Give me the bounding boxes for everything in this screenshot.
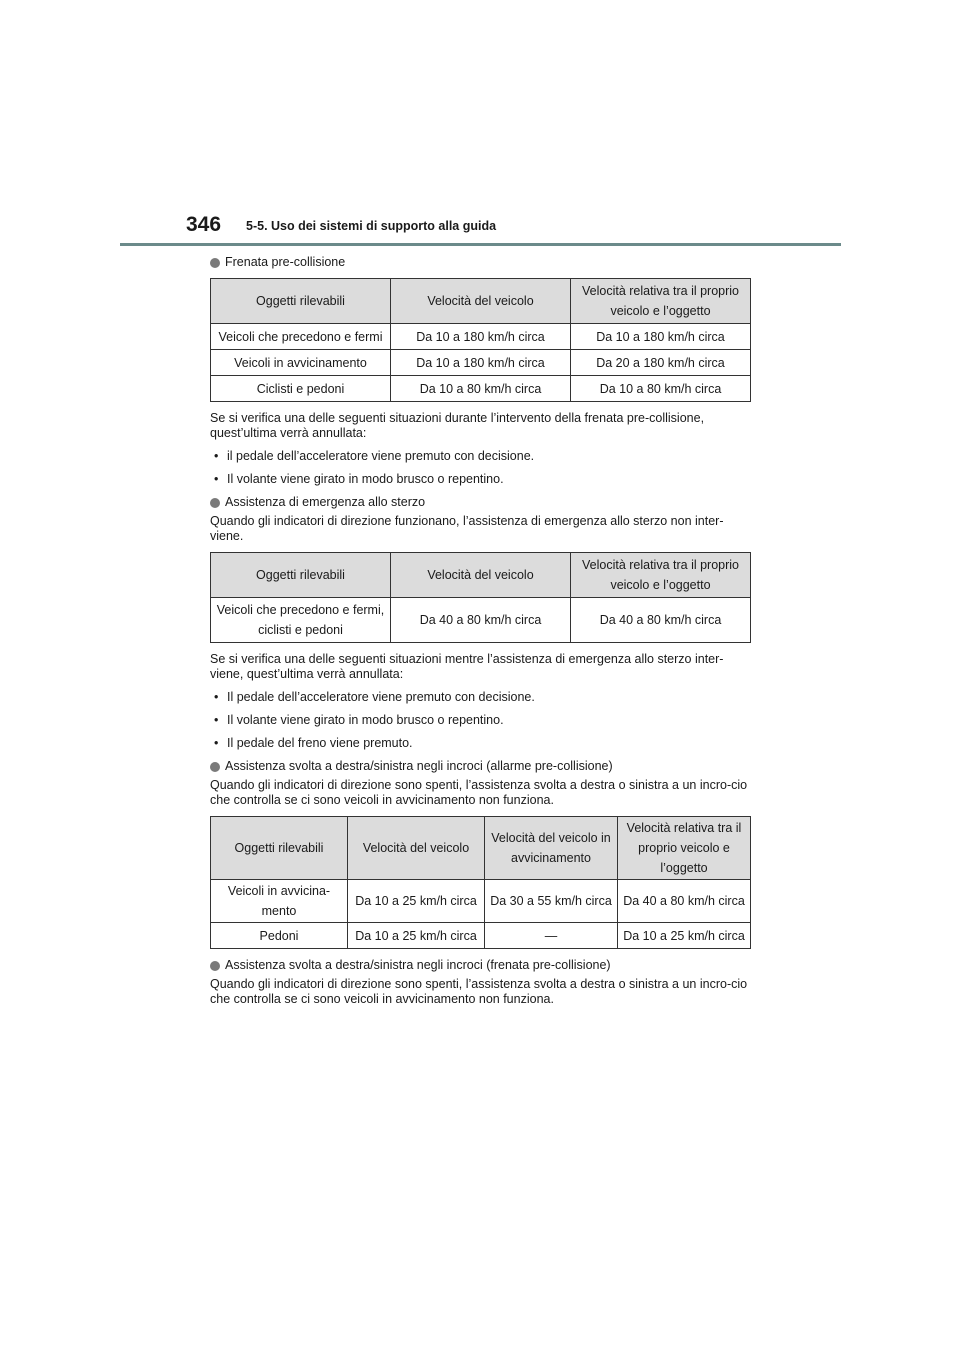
list-item-text: il pedale dell’acceleratore viene premuto con decisione.	[227, 449, 535, 463]
circle-bullet-icon	[210, 258, 220, 268]
page-content	[210, 255, 750, 1007]
table-cell: Da 20 a 180 km/h circa	[571, 350, 751, 376]
section-heading	[210, 495, 750, 510]
table-cell: Da 10 a 180 km/h circa	[571, 324, 751, 350]
table-row	[211, 880, 751, 923]
table-cell: Da 10 a 80 km/h circa	[391, 376, 571, 402]
list-item	[210, 713, 750, 728]
table-cell: Da 30 a 55 km/h circa	[485, 880, 618, 923]
table-header-cell: Velocità del veicolo in avvicinamento	[485, 817, 618, 880]
section-heading	[210, 958, 750, 973]
section-heading-text: Assistenza di emergenza allo sterzo	[225, 495, 426, 509]
table-header-cell: Oggetti rilevabili	[211, 553, 391, 598]
table-header-cell: Velocità relativa tra il proprio veicolo e l’oggetto	[571, 553, 751, 598]
section-heading-text: Assistenza svolta a destra/sinistra negli incroci (allarme pre-collisione)	[225, 759, 613, 773]
paragraph: Se si verifica una delle seguenti situazioni durante l’intervento della frenata pre-collisione, quest’ultima verrà annullata:	[210, 411, 705, 440]
section-heading-text: Frenata pre-collisione	[225, 255, 346, 269]
table-header-row	[211, 817, 751, 880]
list-marker: •	[214, 713, 219, 727]
list-marker: •	[214, 449, 219, 463]
table-cell: Da 10 a 25 km/h circa	[348, 923, 485, 949]
table-header-cell: Velocità del veicolo	[391, 553, 571, 598]
speed-table-pre-collision	[210, 278, 751, 402]
speed-table-turn-assist-warning	[210, 816, 751, 949]
list-item	[210, 736, 750, 751]
paragraph: Quando gli indicatori di direzione funzionano, l’assistenza di emergenza allo sterzo non inter-viene.	[210, 514, 724, 543]
table-cell: Da 40 a 80 km/h circa	[618, 880, 751, 923]
table-cell: Da 10 a 80 km/h circa	[571, 376, 751, 402]
table-cell: Da 10 a 25 km/h circa	[618, 923, 751, 949]
table-cell: Pedoni	[211, 923, 348, 949]
table-cell: Da 10 a 180 km/h circa	[391, 350, 571, 376]
list-marker: •	[214, 690, 219, 704]
section-heading	[210, 255, 750, 270]
table-header-row	[211, 553, 751, 598]
speed-table-emergency-steering	[210, 552, 751, 643]
table-cell: Veicoli in avvicinamento	[211, 350, 391, 376]
section-heading	[210, 759, 750, 774]
table-row	[211, 598, 751, 643]
list-item-text: Il pedale del freno viene premuto.	[227, 736, 413, 750]
list-marker: •	[214, 472, 219, 486]
header-rule	[120, 243, 841, 246]
table-header-cell: Velocità relativa tra il proprio veicolo e l’oggetto	[571, 279, 751, 324]
list-item	[210, 690, 750, 705]
list-marker: •	[214, 736, 219, 750]
table-header-cell: Velocità del veicolo	[391, 279, 571, 324]
table-header-cell: Velocità relativa tra il proprio veicolo e l’oggetto	[618, 817, 751, 880]
section-heading-text: Assistenza svolta a destra/sinistra negli incroci (frenata pre-collisione)	[225, 958, 611, 972]
table-header-cell: Velocità del veicolo	[348, 817, 485, 880]
table-cell: Da 40 a 80 km/h circa	[571, 598, 751, 643]
paragraph: Se si verifica una delle seguenti situazioni mentre l’assistenza di emergenza allo sterzo inter-viene, quest’ultima verrà annullata:	[210, 652, 724, 681]
paragraph: Quando gli indicatori di direzione sono spenti, l’assistenza svolta a destra o sinistra a un incro-cio che controlla se ci sono veicoli in avvicinamento non funziona.	[210, 778, 748, 807]
list-item	[210, 472, 750, 487]
list-item	[210, 449, 750, 464]
section-title: 5-5. Uso dei sistemi di supporto alla guida	[246, 219, 497, 233]
circle-bullet-icon	[210, 498, 220, 508]
page-number: 346	[186, 213, 222, 236]
list-item-text: Il volante viene girato in modo brusco o repentino.	[227, 472, 504, 486]
table-header-cell: Oggetti rilevabili	[211, 279, 391, 324]
table-row	[211, 923, 751, 949]
table-cell: Veicoli che precedono e fermi	[211, 324, 391, 350]
table-header-row	[211, 279, 751, 324]
table-row	[211, 376, 751, 402]
table-cell: Da 40 a 80 km/h circa	[391, 598, 571, 643]
table-cell: Da 10 a 25 km/h circa	[348, 880, 485, 923]
table-cell: Da 10 a 180 km/h circa	[391, 324, 571, 350]
circle-bullet-icon	[210, 961, 220, 971]
table-cell: —	[485, 923, 618, 949]
list-item-text: Il volante viene girato in modo brusco o repentino.	[227, 713, 504, 727]
list-item-text: Il pedale dell’acceleratore viene premuto con decisione.	[227, 690, 535, 704]
paragraph: Quando gli indicatori di direzione sono spenti, l’assistenza svolta a destra o sinistra a un incro-cio che controlla se ci sono veicoli in avvicinamento non funziona.	[210, 977, 748, 1006]
table-row	[211, 324, 751, 350]
table-row	[211, 350, 751, 376]
circle-bullet-icon	[210, 762, 220, 772]
table-cell: Veicoli in avvicina-mento	[211, 880, 348, 923]
table-cell: Veicoli che precedono e fermi, ciclisti e pedoni	[211, 598, 391, 643]
table-cell: Ciclisti e pedoni	[211, 376, 391, 402]
table-header-cell: Oggetti rilevabili	[211, 817, 348, 880]
